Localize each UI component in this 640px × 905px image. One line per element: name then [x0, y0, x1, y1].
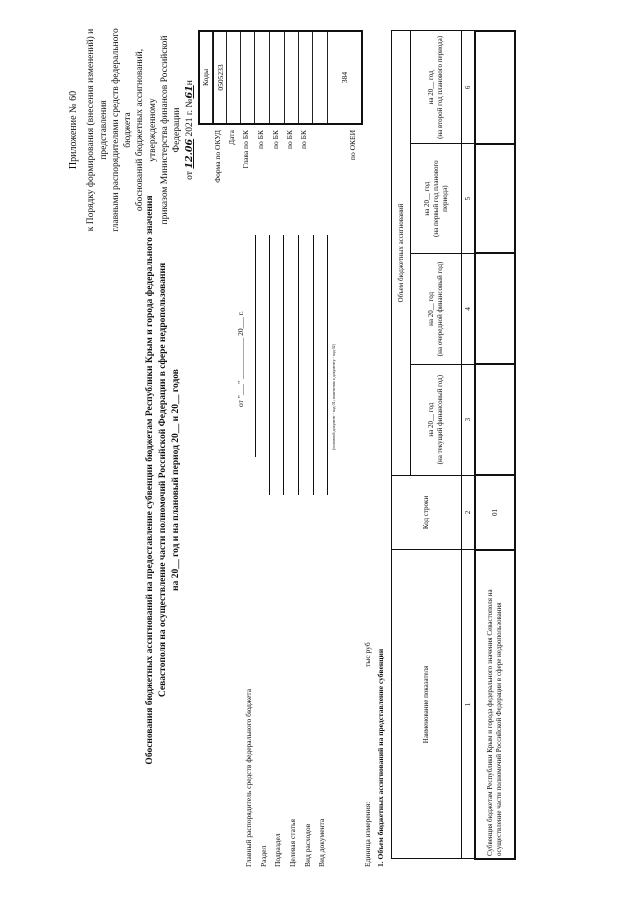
- col-header-code: Код строки: [392, 475, 462, 550]
- col-number: 6: [462, 31, 476, 144]
- col-number: 2: [462, 475, 476, 550]
- col-header-next-year: на 20__ год (на очередной финансовый год): [411, 254, 462, 365]
- table-row: [475, 31, 515, 859]
- col-header-plan-year-1: на 20__ год (на первый год планового периода): [411, 144, 462, 254]
- appendix-title: Приложение № 60: [68, 90, 79, 170]
- date-code: [227, 32, 241, 123]
- bk-code: [255, 32, 270, 123]
- distributor-field[interactable]: [255, 235, 256, 457]
- okud-code: 0505233: [213, 32, 227, 123]
- form-label-distributor: Главный распорядитель средств федерального бюджета: [244, 688, 253, 867]
- row-name: Субвенция бюджетам Республики Крым и города федерального значения Севастополя на осуществление части полномочий Российской Федерации в сфере недропользования: [475, 550, 515, 859]
- bk-code: [270, 32, 285, 123]
- document-title: [144, 95, 183, 865]
- appropriations-table: [391, 30, 516, 860]
- cell-plan-year-1[interactable]: [475, 144, 515, 254]
- date-prefix: от: [184, 171, 195, 180]
- doc-type-field[interactable]: [327, 235, 328, 495]
- form-label-subsection: Подраздел: [273, 833, 282, 867]
- date-label: Дата: [227, 130, 236, 145]
- appendix-line: к Порядку формирования (внесения изменений) и представления: [86, 28, 109, 232]
- section-heading: 1. Объем бюджетных ассигнований на представление субвенции: [376, 648, 385, 867]
- chapter-code: [241, 32, 255, 123]
- section-field[interactable]: [269, 235, 270, 495]
- title-line: на 20__ год и на плановый период 20__ и 20__ годов: [171, 369, 181, 591]
- target-field[interactable]: [298, 235, 299, 495]
- appendix-date: [184, 25, 196, 235]
- bk-label: по БК: [285, 130, 294, 149]
- bk-label: по БК: [299, 130, 308, 149]
- okei-label: по ОКЕИ: [348, 130, 357, 161]
- appendix-line: обоснований бюджетных ассигнований, утвержденному: [135, 48, 158, 212]
- form-label-target: Целевая статья: [288, 819, 297, 867]
- appendix-line: приказом Министерства финансов Российской Федерации: [160, 35, 183, 225]
- handwritten-date: 12.06: [183, 138, 195, 169]
- col-group-header: Объем бюджетных ассигнований: [392, 31, 411, 475]
- codes-header: Коды: [200, 32, 213, 123]
- okei-code: 384: [340, 71, 349, 84]
- chapter-label: Глава по БК: [241, 130, 250, 169]
- title-line: Обоснования бюджетных ассигнований на предоставление субвенции бюджетам Республики Крым и города федерального значения: [145, 195, 155, 765]
- col-number: 5: [462, 144, 476, 254]
- unit-label: Единица измерения:: [363, 801, 372, 867]
- row-code: 01: [475, 475, 515, 550]
- form-label-expense-type: Вид расходов: [303, 823, 312, 867]
- bk-label: по БК: [271, 130, 280, 149]
- subsection-field[interactable]: [283, 235, 284, 495]
- col-number: 1: [462, 550, 476, 859]
- appendix-line: главными распорядителями средств федерального бюджета: [110, 28, 134, 232]
- number-suffix: н: [184, 80, 195, 86]
- form-label-doc-type: Вид документа: [317, 818, 326, 867]
- bk-code: [285, 32, 299, 123]
- blank-code: [313, 32, 328, 123]
- date-year: 2021 г. №: [184, 98, 195, 137]
- cell-plan-year-2[interactable]: [475, 31, 515, 144]
- form-label-section: Раздел: [259, 845, 268, 867]
- col-number: 3: [462, 364, 476, 475]
- date-line: от "___" ___________ 20___ г.: [236, 311, 245, 407]
- bk-code: [299, 32, 313, 123]
- col-header-plan-year-2: на 20__ год (на второй год планового периода): [411, 31, 462, 144]
- doc-type-note: (основной документ - код 01; изменения к документу - код 02): [331, 344, 336, 450]
- col-header-current-year: на 20__ год (на текущий финансовый год): [411, 364, 462, 475]
- title-line: Севастополя на осуществление части полномочий Российской Федерации в сфере недропользования: [158, 262, 168, 698]
- handwritten-number: 61: [183, 85, 195, 99]
- col-header-name: Наименование показателя: [392, 550, 462, 859]
- bk-label: по БК: [256, 130, 265, 149]
- codes-box: [198, 30, 363, 125]
- cell-current-year[interactable]: [475, 364, 515, 475]
- col-number: 4: [462, 254, 476, 365]
- unit-value: тыс руб: [363, 642, 372, 667]
- cell-next-year[interactable]: [475, 254, 515, 365]
- okud-label: Форма по ОКУД: [213, 130, 222, 183]
- expense-type-field[interactable]: [313, 235, 314, 495]
